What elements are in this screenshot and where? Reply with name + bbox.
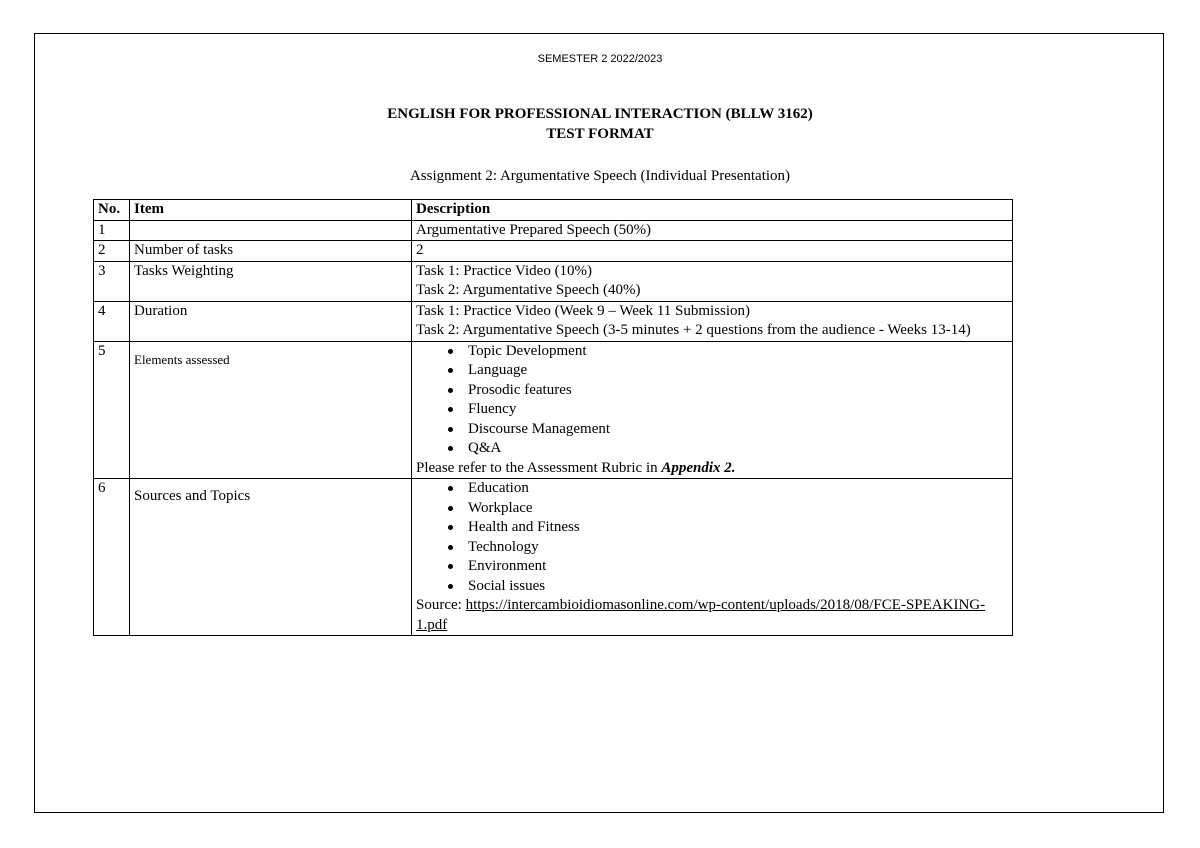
course-title-block	[0, 104, 1200, 144]
row-item	[130, 341, 412, 479]
table-row	[94, 301, 1013, 341]
test-format-table	[93, 199, 1013, 636]
row-description: 2	[412, 241, 1013, 262]
table-row	[94, 241, 1013, 262]
row-description	[412, 341, 1013, 479]
test-format-subtitle: TEST FORMAT	[546, 126, 654, 142]
header-description: Description	[412, 200, 1013, 221]
appendix-ref: Appendix 2.	[661, 459, 736, 476]
source-link[interactable]: https://intercambioidiomasonline.com/wp-content/uploads/2018/08/FCE-SPEAKING-1.pdf	[416, 597, 986, 633]
list-item: Q&A	[468, 439, 1008, 459]
row-item	[130, 220, 412, 241]
row-no: 3	[94, 261, 130, 301]
row-no: 2	[94, 241, 130, 262]
table-row	[94, 341, 1013, 479]
row-item: Number of tasks	[130, 241, 412, 262]
header-no: No.	[94, 200, 130, 221]
row-description	[412, 301, 1013, 341]
rubric-note	[416, 459, 1008, 479]
header-item: Item	[130, 200, 412, 221]
list-item: Discourse Management	[468, 420, 1008, 440]
source-line	[416, 596, 1008, 635]
row-description	[412, 261, 1013, 301]
source-label: Source:	[416, 597, 466, 613]
list-item: Fluency	[468, 400, 1008, 420]
list-item: Technology	[468, 538, 1008, 558]
description-line: Task 1: Practice Video (Week 9 – Week 11 Submission)	[416, 302, 751, 319]
description-line: Task 2: Argumentative Speech (3-5 minutes + 2 questions from the audience - Weeks 13-14)	[416, 322, 971, 338]
description-line: Task 2: Argumentative Speech (40%)	[416, 282, 641, 298]
row-description: Argumentative Prepared Speech (50%)	[412, 220, 1013, 241]
rubric-note-text: Please refer to the Assessment Rubric in	[416, 459, 662, 476]
row-item: Tasks Weighting	[130, 261, 412, 301]
row-item-label: Sources and Topics	[134, 488, 251, 504]
row-no: 5	[94, 341, 130, 479]
row-no: 1	[94, 220, 130, 241]
list-item: Environment	[468, 557, 1008, 577]
description-line: Task 1: Practice Video (10%)	[416, 262, 593, 279]
row-item	[130, 479, 412, 636]
list-item: Social issues	[468, 577, 1008, 597]
list-item: Language	[468, 361, 1008, 381]
list-item: Health and Fitness	[468, 518, 1008, 538]
topics-list	[416, 479, 1008, 596]
row-no: 6	[94, 479, 130, 636]
course-title: ENGLISH FOR PROFESSIONAL INTERACTION (BLLW 3162)	[387, 106, 813, 122]
row-item-label: Elements assessed	[134, 351, 230, 367]
row-no: 4	[94, 301, 130, 341]
list-item: Workplace	[468, 499, 1008, 519]
list-item: Education	[468, 479, 1008, 499]
row-description	[412, 479, 1013, 636]
table-row	[94, 261, 1013, 301]
row-item: Duration	[130, 301, 412, 341]
table-row	[94, 220, 1013, 241]
assignment-title: Assignment 2: Argumentative Speech (Individual Presentation)	[409, 168, 791, 184]
table-header-row	[94, 200, 1013, 221]
semester-label: SEMESTER 2 2022/2023	[537, 53, 663, 65]
list-item: Prosodic features	[468, 381, 1008, 401]
list-item: Topic Development	[468, 342, 1008, 362]
table-row	[94, 479, 1013, 636]
elements-list	[416, 342, 1008, 459]
